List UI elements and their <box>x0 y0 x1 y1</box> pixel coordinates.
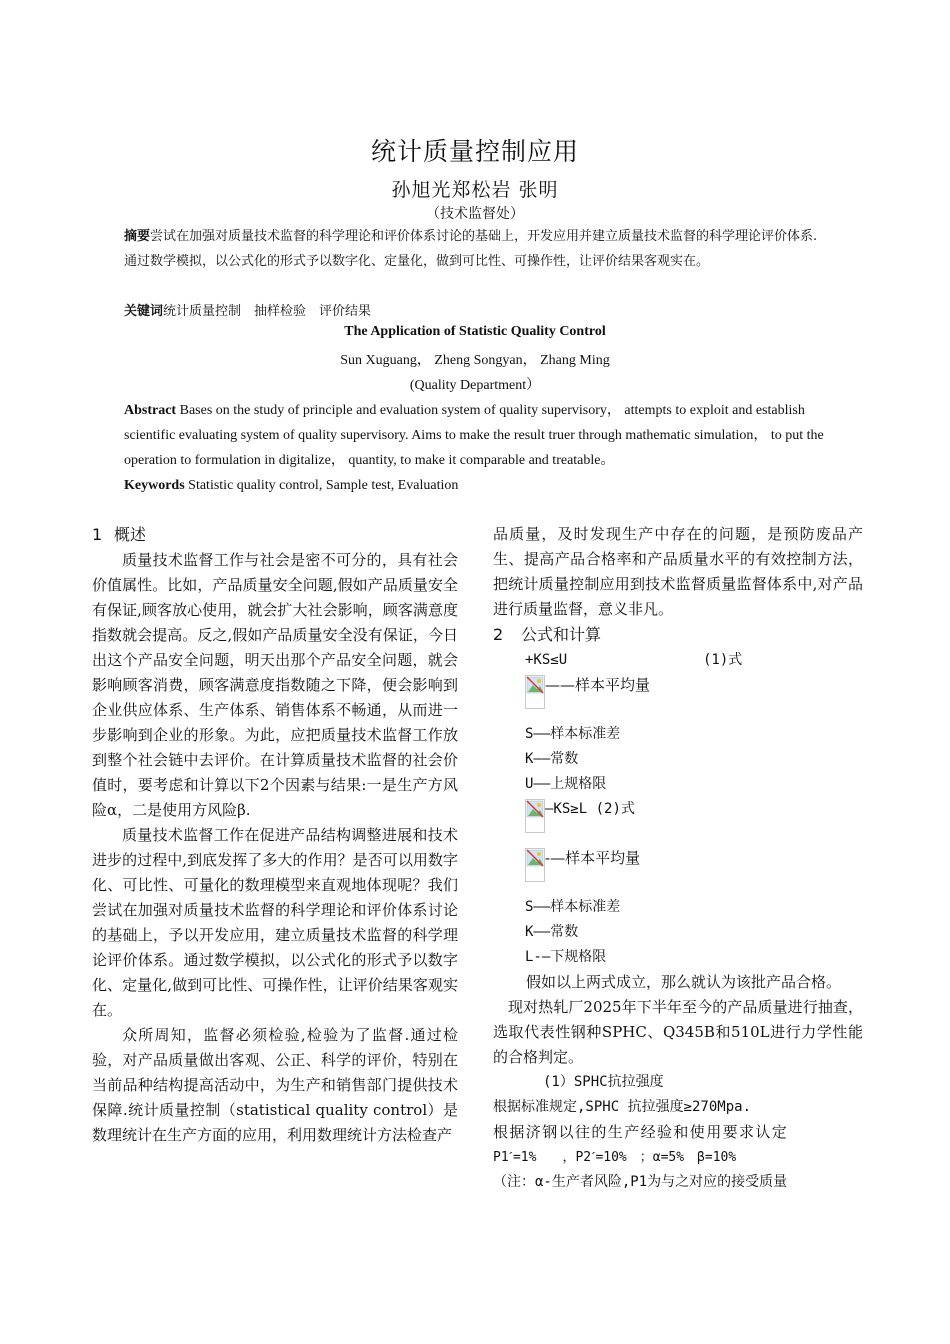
broken-image-icon <box>525 799 545 833</box>
paper-title: 统计质量控制应用 <box>370 137 579 166</box>
section-title: 概述 <box>114 525 147 544</box>
right-column <box>493 522 863 1195</box>
formula-expression: —KS≥L <box>545 801 588 817</box>
formula-definition: K——常数 <box>525 924 579 940</box>
section-number: 2 <box>493 625 504 644</box>
broken-image-icon <box>525 848 545 882</box>
english-abstract-label: Abstract <box>124 403 177 418</box>
formula-symbol-line <box>493 673 863 698</box>
chinese-abstract <box>124 224 830 274</box>
section-number: 1 <box>92 525 103 544</box>
formula-definition: U——上规格限 <box>525 776 607 792</box>
formula-definition: ——样本平均量 <box>545 676 651 694</box>
paragraph: 众所周知，监督必须检验,检验为了监督.通过检验，对产品质量做出客观、公正、科学的评价，特别在当前品种结构提高活动中，为生产和销售部门提供技术保障.统计质量控制（statistical quality control）是数理统计在生产方面的应用，利用数理统计方法检查产 <box>92 1026 458 1144</box>
formula-definition: S——样本标准差 <box>525 726 621 742</box>
section-2-heading <box>493 622 863 648</box>
english-keywords <box>124 473 830 498</box>
chinese-keywords <box>124 299 830 324</box>
left-column <box>92 522 458 1148</box>
text-line: （注：α-生产者风险,P1为与之对应的接受质量 <box>493 1174 788 1190</box>
formula-2 <box>493 797 863 822</box>
paragraph: 质量技术监督工作与社会是密不可分的，具有社会价值属性。比如，产品质量安全问题,假如产品质量安全有保证,顾客放心使用，就会扩大社会影响，顾客满意度指数就会提高。反之,假如产品质量安全没有保证，今日出这个产品安全问题，明天出那个产品安全问题，就会影响顾客消费，顾客满意度指数随之下降，便会影响到企业供应体系、生产体系、销售体系不畅通，从而进一步影响到企业的形象。为此，应把质量技术监督工作放到整个社会链中去评价。在计算质量技术监督的社会价值时，要考虑和计算以下2个因素与结果:一是生产方风险α，二是使用方风险β. <box>92 551 458 819</box>
paragraph: 质量技术监督工作在促进产品结构调整进展和技术进步的过程中,到底发挥了多大的作用？是否可以用数字化、可比性、可量化的数理模型来直观地体现呢？我们尝试在加强对质量技术监督的科学理论和评价体系讨论的基础上，予以开发应用，建立质量技术监督的科学理论评价体系。通过数学模拟，以公式化的形式予以数字化、定量化,做到可比性、可操作性，让评价结果客观实在。 <box>92 826 458 1019</box>
paragraph: 假如以上两式成立，那么就认为该批产品合格。 <box>526 973 842 991</box>
formula-1 <box>493 648 863 673</box>
formula-definition: S——样本标准差 <box>525 899 621 915</box>
formula-expression: +KS≤U <box>525 652 568 668</box>
english-title: The Application of Statistic Quality Control <box>344 324 606 339</box>
subsection-heading: (1）SPHC抗拉强度 <box>543 1074 664 1090</box>
section-1-heading <box>92 522 458 548</box>
english-abstract-text: Bases on the study of principle and evaluation system of quality supervisory， attempts to exploit and establish scientific evaluating system of quality supervisory. Aims to make the result truer through mathematic simulation， to put the operation to formulation in digitalize， quantity, to make it comparable and treatable。 <box>124 403 824 468</box>
keywords-label: 关键词 <box>124 304 164 319</box>
formula-definition: -—样本平均量 <box>545 849 641 867</box>
formula-symbol-line <box>493 846 863 871</box>
text-line: 根据标准规定,SPHC 抗拉强度≥270Mpa. <box>493 1099 752 1115</box>
author-list: 孙旭光郑松岩 张明 <box>391 179 559 201</box>
section-title: 公式和计算 <box>521 625 602 644</box>
broken-image-icon <box>525 675 545 709</box>
paragraph: 现对热轧厂2025年下半年至今的产品质量进行抽查，选取代表性钢种SPHC、Q345B和510L进行力学性能的合格判定。 <box>493 998 863 1066</box>
english-abstract <box>124 398 830 473</box>
abstract-label: 摘要 <box>124 229 151 244</box>
english-affiliation: (Quality Department） <box>409 378 541 393</box>
formula-tag: (2)式 <box>595 801 635 817</box>
paragraph-continued: 品质量，及时发现生产中存在的问题，是预防废品产生、提高产品合格率和产品质量水平的有效控制方法，把统计质量控制应用到技术监督质量监督体系中,对产品进行质量监督，意义非凡。 <box>493 525 863 618</box>
text-line: P1ˊ=1% ，P2ˊ=10% ；α=5% β=10% <box>493 1150 737 1165</box>
formula-definition: L-—下规格限 <box>525 949 607 965</box>
text-line: 根据济钢以往的生产经验和使用要求认定 <box>493 1123 789 1141</box>
english-keywords-text: Statistic quality control, Sample test, Evaluation <box>184 478 459 493</box>
affiliation: （技术监督处） <box>426 206 524 222</box>
abstract-text: 尝试在加强对质量技术监督的科学理论和评价体系讨论的基础上，开发应用并建立质量技术监督的科学理论评价体系.通过数学模拟，以公式化的形式予以数字化、定量化，做到可比性、可操作性，让评价结果客观实在。 <box>124 229 818 269</box>
formula-tag: (1)式 <box>703 652 743 668</box>
keywords-text: 统计质量控制 抽样检验 评价结果 <box>163 304 372 319</box>
english-keywords-label: Keywords <box>124 478 185 493</box>
formula-definition: K——常数 <box>525 751 579 767</box>
english-authors: Sun Xuguang， Zheng Songyan， Zhang Ming <box>340 353 610 368</box>
